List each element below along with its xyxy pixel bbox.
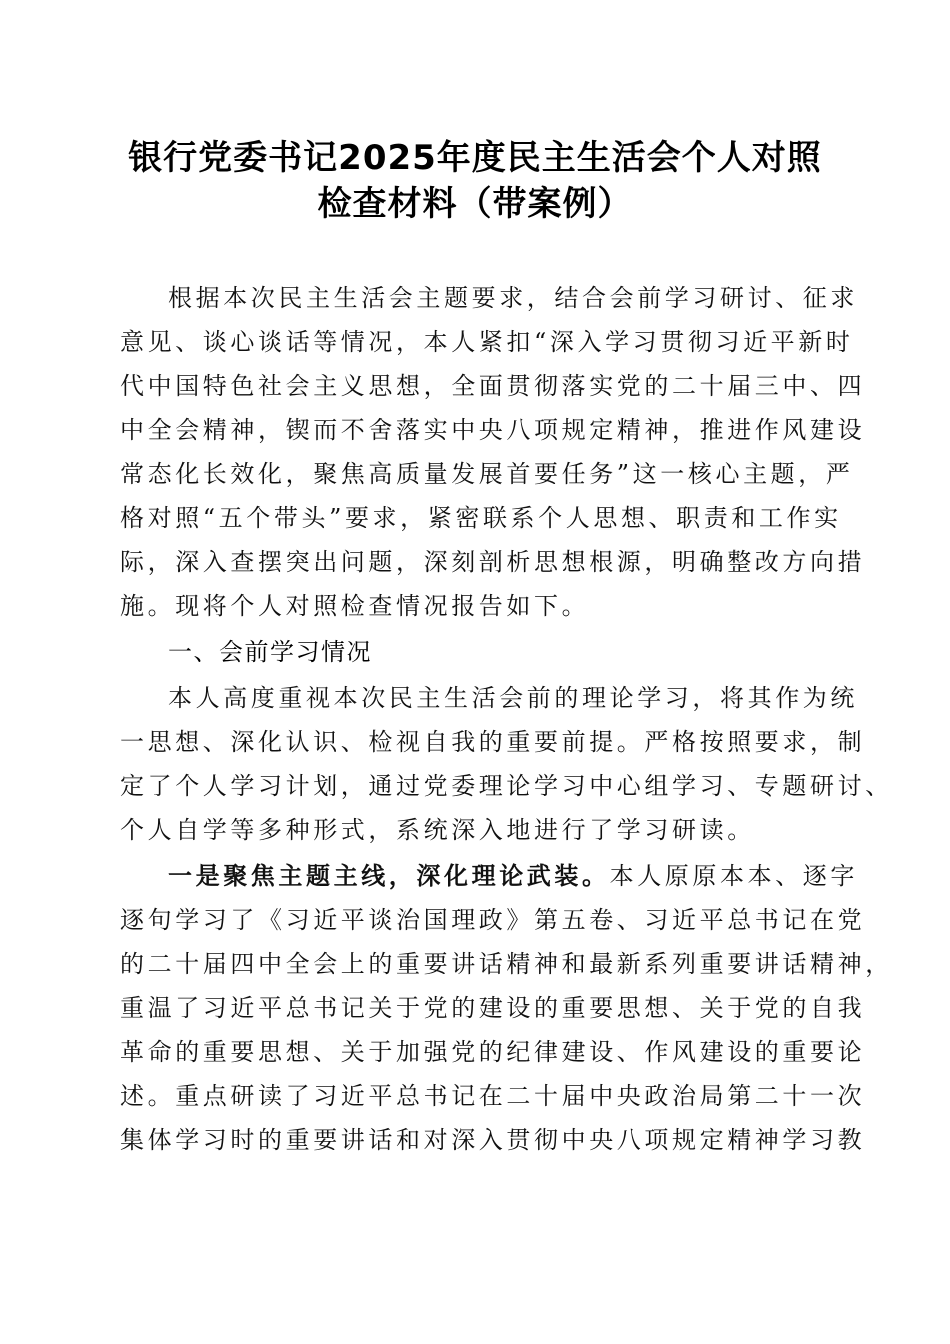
intro-paragraph-line: 际，深入查摆突出问题，深刻剖析思想根源，明确整改方向措 — [120, 548, 866, 576]
document-title-line-2: 检查材料（带案例） — [317, 184, 633, 224]
point1-first-line — [168, 861, 888, 891]
intro-paragraph-line: 施。现将个人对照检查情况报告如下。 — [120, 592, 590, 620]
point1-paragraph-line: 述。重点研读了习近平总书记在二十届中央政治局第二十一次 — [120, 1082, 866, 1110]
point1-paragraph-line: 革命的重要思想、关于加强党的纪律建设、作风建设的重要论 — [120, 1038, 866, 1066]
point1-paragraph-line: 逐句学习了《习近平谈治国理政》第五卷、习近平总书记在党 — [120, 906, 866, 934]
section-heading-1: 一、会前学习情况 — [168, 638, 372, 666]
intro-paragraph-line: 根据本次民主生活会主题要求，结合会前学习研讨、征求 — [168, 284, 858, 312]
intro-paragraph-line: 意见、谈心谈话等情况，本人紧扣“深入学习贯彻习近平新时 — [120, 328, 854, 356]
intro-paragraph-line: 格对照“五个带头”要求，紧密联系个人思想、职责和工作实 — [120, 504, 842, 532]
section1-paragraph-line: 个人自学等多种形式，系统深入地进行了学习研读。 — [120, 816, 755, 844]
section1-paragraph-line: 定了个人学习计划，通过党委理论学习中心组学习、专题研讨、 — [120, 772, 893, 800]
intro-paragraph-line: 代中国特色社会主义思想，全面贯彻落实党的二十届三中、四 — [120, 372, 866, 400]
intro-paragraph-line: 中全会精神，锲而不舍落实中央八项规定精神，推进作风建设 — [120, 416, 866, 444]
point1-paragraph-line: 的二十届四中全会上的重要讲话精神和最新系列重要讲话精神， — [120, 950, 893, 978]
point1-paragraph-line: 重温了习近平总书记关于党的建设的重要思想、关于党的自我 — [120, 994, 866, 1022]
section1-paragraph-line: 本人高度重视本次民主生活会前的理论学习，将其作为统 — [168, 684, 858, 712]
point1-paragraph-line: 集体学习时的重要讲话和对深入贯彻中央八项规定精神学习教 — [120, 1126, 866, 1154]
point1-lead: 一是聚焦主题主线，深化理论武装。 — [168, 861, 610, 890]
point1-first-rest: 本人原原本本、逐字 — [609, 862, 859, 890]
section1-paragraph-line: 一思想、深化认识、检视自我的重要前提。严格按照要求，制 — [120, 728, 866, 756]
intro-paragraph-line: 常态化长效化，聚焦高质量发展首要任务”这一核心主题，严 — [120, 460, 854, 488]
document-title-line-1: 银行党委书记2025年度民主生活会个人对照 — [128, 138, 822, 178]
